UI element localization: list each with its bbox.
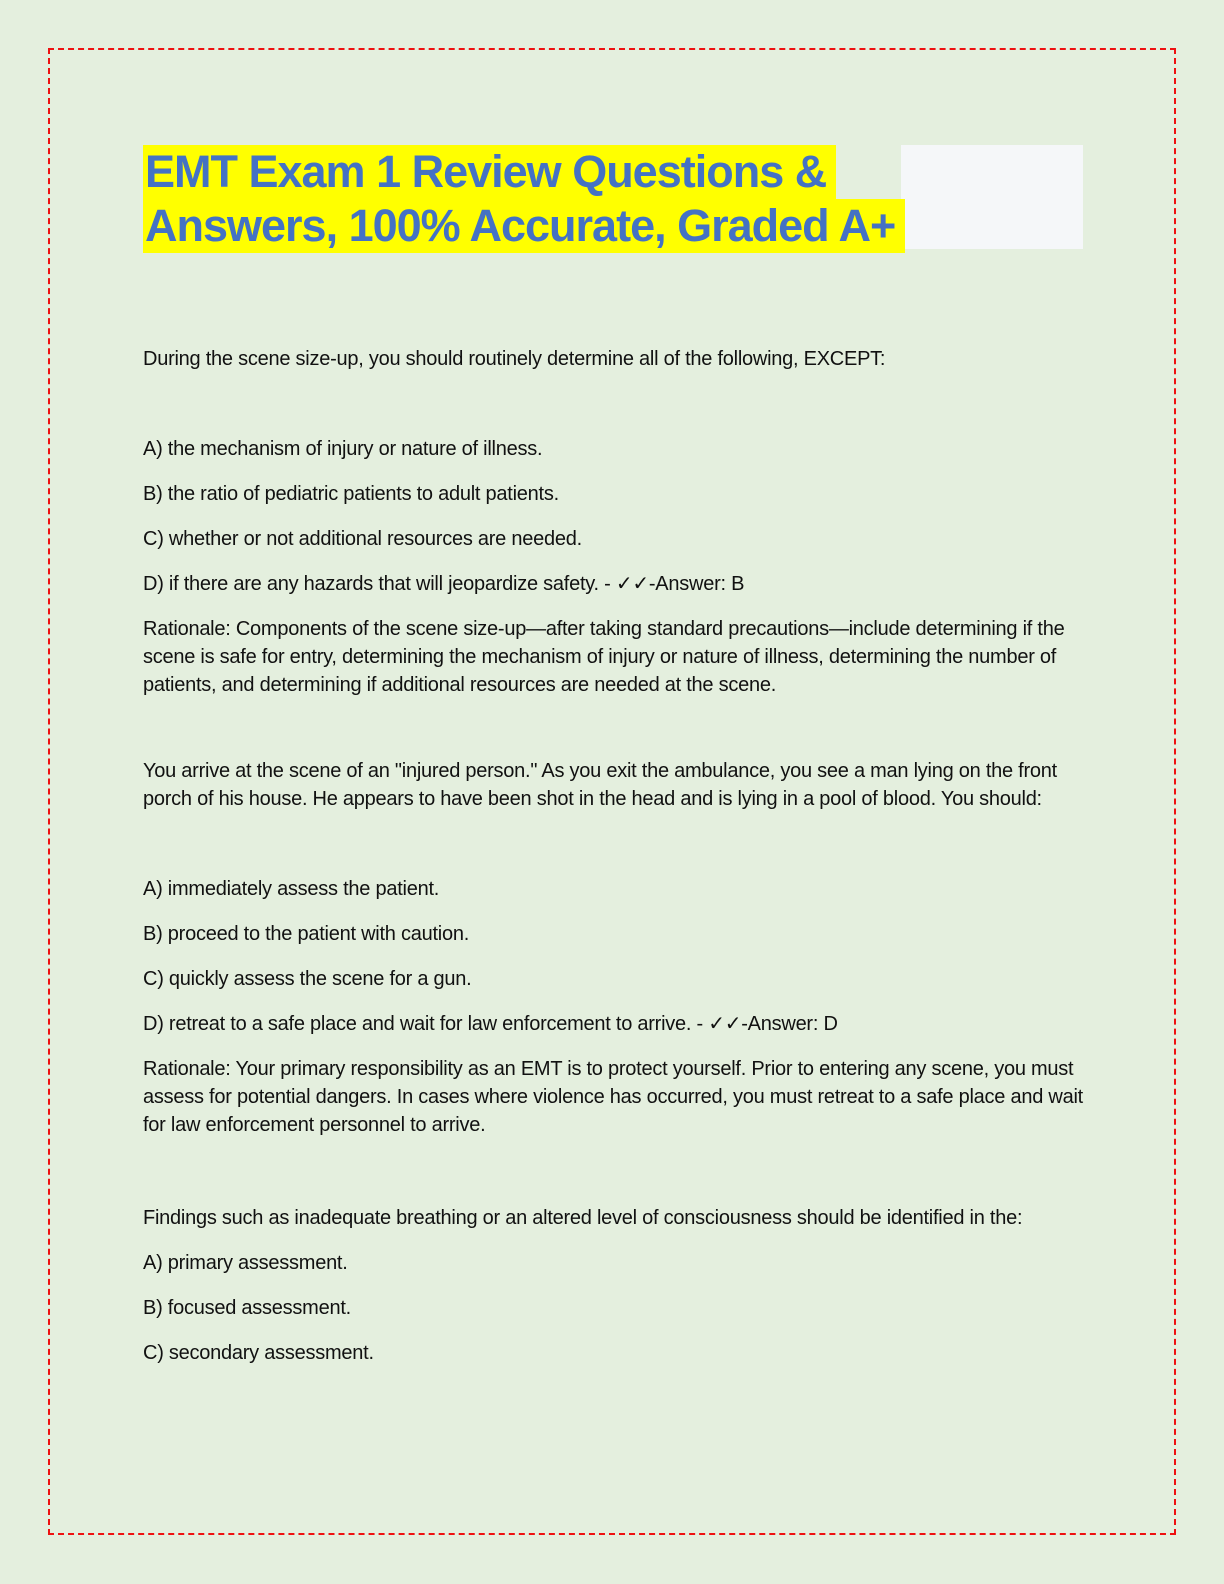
question-text: During the scene size-up, you should routinely determine all of the following, EXCEPT:	[143, 348, 886, 370]
title-line-1: EMT Exam 1 Review Questions &	[143, 145, 836, 199]
answer-option: C) secondary assessment.	[143, 1342, 374, 1364]
question-text: You arrive at the scene of an "injured person." As you exit the ambulance, you see a man lying on the front porch of his house. He appears to have been shot in the head and is lying in a pool of blood. You should:	[143, 760, 1057, 810]
question-block-1	[143, 345, 1093, 699]
answer-option: B) the ratio of pediatric patients to adult patients.	[143, 483, 559, 505]
question-block-2	[143, 757, 1093, 1139]
answer-option: A) the mechanism of injury or nature of illness.	[143, 438, 543, 460]
page-title	[143, 145, 1093, 253]
page-content	[143, 145, 1093, 1384]
question-block-3	[143, 1204, 1093, 1367]
question-text: Findings such as inadequate breathing or an altered level of consciousness should be identified in the:	[143, 1207, 1023, 1229]
answer-option: B) proceed to the patient with caution.	[143, 923, 470, 945]
rationale-text: Rationale: Your primary responsibility as an EMT is to protect yourself. Prior to entering any scene, you must assess for potential dangers. In cases where violence has occurred, you must retreat to a safe place and wait for law enforcement personnel to arrive.	[143, 1058, 1083, 1136]
answer-option: D) if there are any hazards that will jeopardize safety. - ✓✓-Answer: B	[143, 573, 745, 595]
answer-option: B) focused assessment.	[143, 1297, 351, 1319]
answer-option: C) quickly assess the scene for a gun.	[143, 968, 472, 990]
title-line-2: Answers, 100% Accurate, Graded A+	[143, 199, 905, 253]
answer-option: D) retreat to a safe place and wait for law enforcement to arrive. - ✓✓-Answer: D	[143, 1013, 838, 1035]
answer-option: C) whether or not additional resources are needed.	[143, 528, 582, 550]
answer-option: A) primary assessment.	[143, 1252, 348, 1274]
title-block	[143, 145, 1093, 253]
rationale-text: Rationale: Components of the scene size-up—after taking standard precautions—include determining if the scene is safe for entry, determining the mechanism of injury or nature of illness, determining the number of patients, and determining if additional resources are needed at the scene.	[143, 618, 1065, 696]
answer-option: A) immediately assess the patient.	[143, 878, 440, 900]
